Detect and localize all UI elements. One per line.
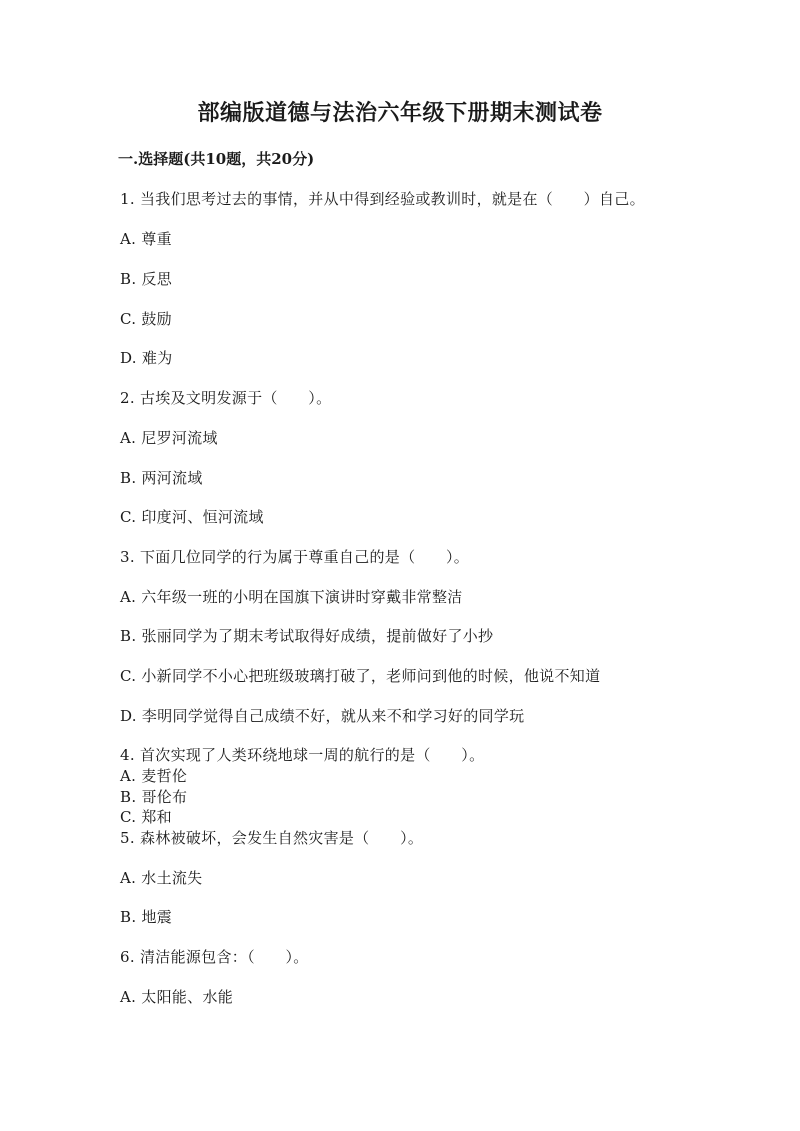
- question-4-stem: 4. 首次实现了人类环绕地球一周的航行的是（ ）。: [120, 746, 485, 764]
- question-4-option-c: C. 郑和: [120, 808, 172, 826]
- question-1-option-a: A. 尊重: [120, 230, 172, 248]
- question-4-option-b: B. 哥伦布: [120, 788, 188, 806]
- question-2-option-b: B. 两河流域: [120, 469, 203, 487]
- question-3-option-a: A. 六年级一班的小明在国旗下演讲时穿戴非常整洁: [120, 588, 463, 606]
- question-1-stem: 1. 当我们思考过去的事情，并从中得到经验或教训时，就是在（ ）自己。: [120, 190, 645, 208]
- section-heading: 一.选择题(共10题，共20分): [118, 150, 315, 168]
- question-6-option-a: A. 太阳能、水能: [120, 988, 234, 1006]
- question-3-option-c: C. 小新同学不小心把班级玻璃打破了，老师问到他的时候，他说不知道: [120, 667, 601, 685]
- question-6-stem: 6. 清洁能源包含：（ ）。: [120, 948, 309, 966]
- question-5-stem: 5. 森林被破坏，会发生自然灾害是（ ）。: [120, 829, 424, 847]
- question-2-option-c: C. 印度河、恒河流域: [120, 508, 264, 526]
- question-4-option-a: A. 麦哲伦: [120, 767, 188, 785]
- question-2-stem: 2. 古埃及文明发源于（ ）。: [120, 389, 332, 407]
- question-5-option-a: A. 水土流失: [120, 869, 203, 887]
- question-3-option-d: D. 李明同学觉得自己成绩不好，就从来不和学习好的同学玩: [120, 707, 525, 725]
- question-3-stem: 3. 下面几位同学的行为属于尊重自己的是（ ）。: [120, 548, 470, 566]
- question-1-option-b: B. 反思: [120, 270, 173, 288]
- page-title: 部编版道德与法治六年级下册期末测试卷: [197, 100, 603, 126]
- question-5-option-b: B. 地震: [120, 908, 173, 926]
- question-3-option-b: B. 张丽同学为了期末考试取得好成绩，提前做好了小抄: [120, 627, 494, 645]
- question-1-option-d: D. 难为: [120, 349, 173, 367]
- question-2-option-a: A. 尼罗河流域: [120, 429, 218, 447]
- question-1-option-c: C. 鼓励: [120, 310, 172, 328]
